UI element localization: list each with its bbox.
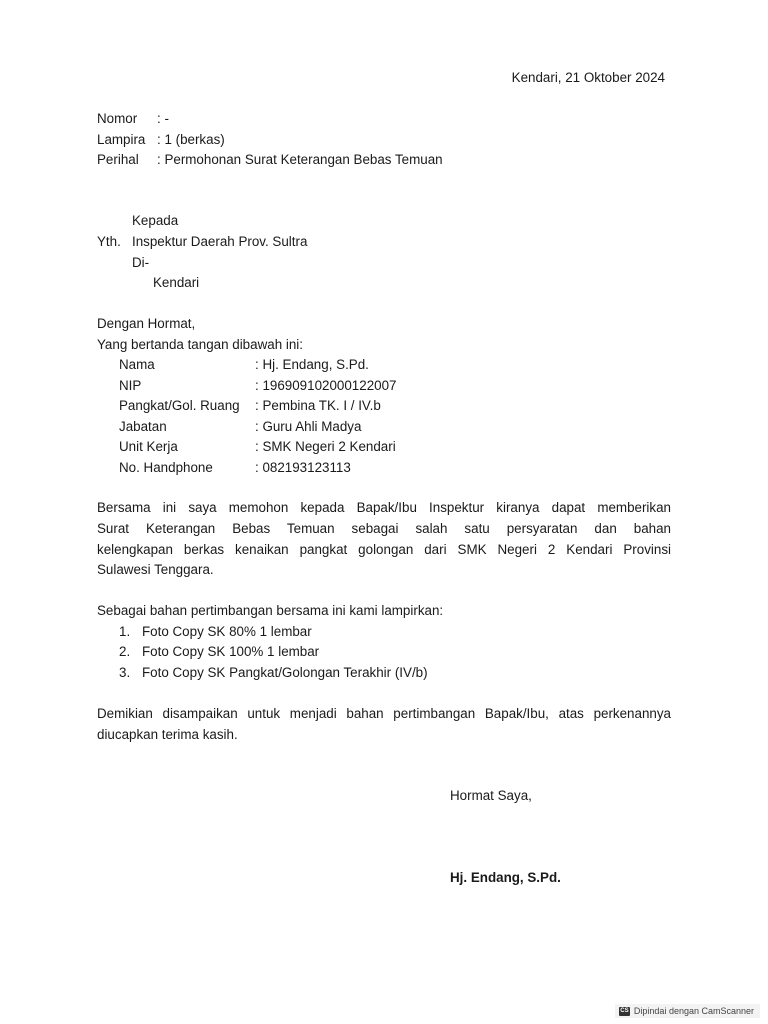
attachment-number: 1. <box>119 624 131 639</box>
identity-value: : SMK Negeri 2 Kendari <box>255 439 396 454</box>
attachments-intro: Sebagai bahan pertimbangan bersama ini kami lampirkan: <box>97 603 444 618</box>
identity-key: Pangkat/Gol. Ruang <box>119 398 240 413</box>
identity-value: : 082193123113 <box>255 460 351 475</box>
identity-key: Nama <box>119 357 155 372</box>
meta-value: : Permohonan Surat Keterangan Bebas Temuan <box>157 152 443 167</box>
identity-value: : Pembina TK. I / IV.b <box>255 398 381 413</box>
meta-key: Nomor <box>97 111 138 126</box>
recipient-yth: Yth. <box>97 234 121 249</box>
body-line: Surat Keterangan Bebas Temuan sebagai salah satu persyaratan dan bahan <box>97 521 671 536</box>
recipient-di: Di- <box>132 255 150 270</box>
camscanner-logo-icon: CS <box>620 1007 629 1014</box>
attachment-text: Foto Copy SK 100% 1 lembar <box>142 644 320 659</box>
intro-text: Yang bertanda tangan dibawah ini: <box>97 337 303 352</box>
recipient-name: Inspektur Daerah Prov. Sultra <box>132 234 308 249</box>
closing-line: Demikian disampaikan untuk menjadi bahan pertimbangan Bapak/Ibu, atas perkenannya <box>97 706 671 721</box>
attachment-number: 2. <box>119 644 131 659</box>
recipient-kepada: Kepada <box>132 213 179 228</box>
body-line: Sulawesi Tenggara. <box>97 562 214 577</box>
meta-key: Lampira <box>97 132 146 147</box>
identity-value: : 196909102000122007 <box>255 378 397 393</box>
identity-value: : Guru Ahli Madya <box>255 419 362 434</box>
meta-value: : - <box>157 111 169 126</box>
salutation: Dengan Hormat, <box>97 316 196 331</box>
recipient-city: Kendari <box>153 275 200 290</box>
closing-line: diucapkan terima kasih. <box>97 727 238 742</box>
meta-value: : 1 (berkas) <box>157 132 225 147</box>
attachment-number: 3. <box>119 665 131 680</box>
regards: Hormat Saya, <box>450 788 532 803</box>
place-date: Kendari, 21 Oktober 2024 <box>511 70 665 85</box>
camscanner-label: Dipindai dengan CamScanner <box>633 1006 754 1016</box>
body-line: kelengkapan berkas kenaikan pangkat golongan dari SMK Negeri 2 Kendari Provinsi <box>97 542 671 557</box>
attachment-text: Foto Copy SK Pangkat/Golongan Terakhir (IV/b) <box>142 665 428 680</box>
camscanner-watermark <box>615 1004 760 1018</box>
identity-key: Unit Kerja <box>119 439 178 454</box>
signer-name: Hj. Endang, S.Pd. <box>450 870 561 885</box>
identity-key: Jabatan <box>119 419 167 434</box>
identity-key: No. Handphone <box>119 460 213 475</box>
identity-value: : Hj. Endang, S.Pd. <box>255 357 369 372</box>
attachment-text: Foto Copy SK 80% 1 lembar <box>142 624 312 639</box>
body-line: Bersama ini saya memohon kepada Bapak/Ibu Inspektur kiranya dapat memberikan <box>97 500 671 515</box>
meta-key: Perihal <box>97 152 139 167</box>
identity-key: NIP <box>119 378 142 393</box>
